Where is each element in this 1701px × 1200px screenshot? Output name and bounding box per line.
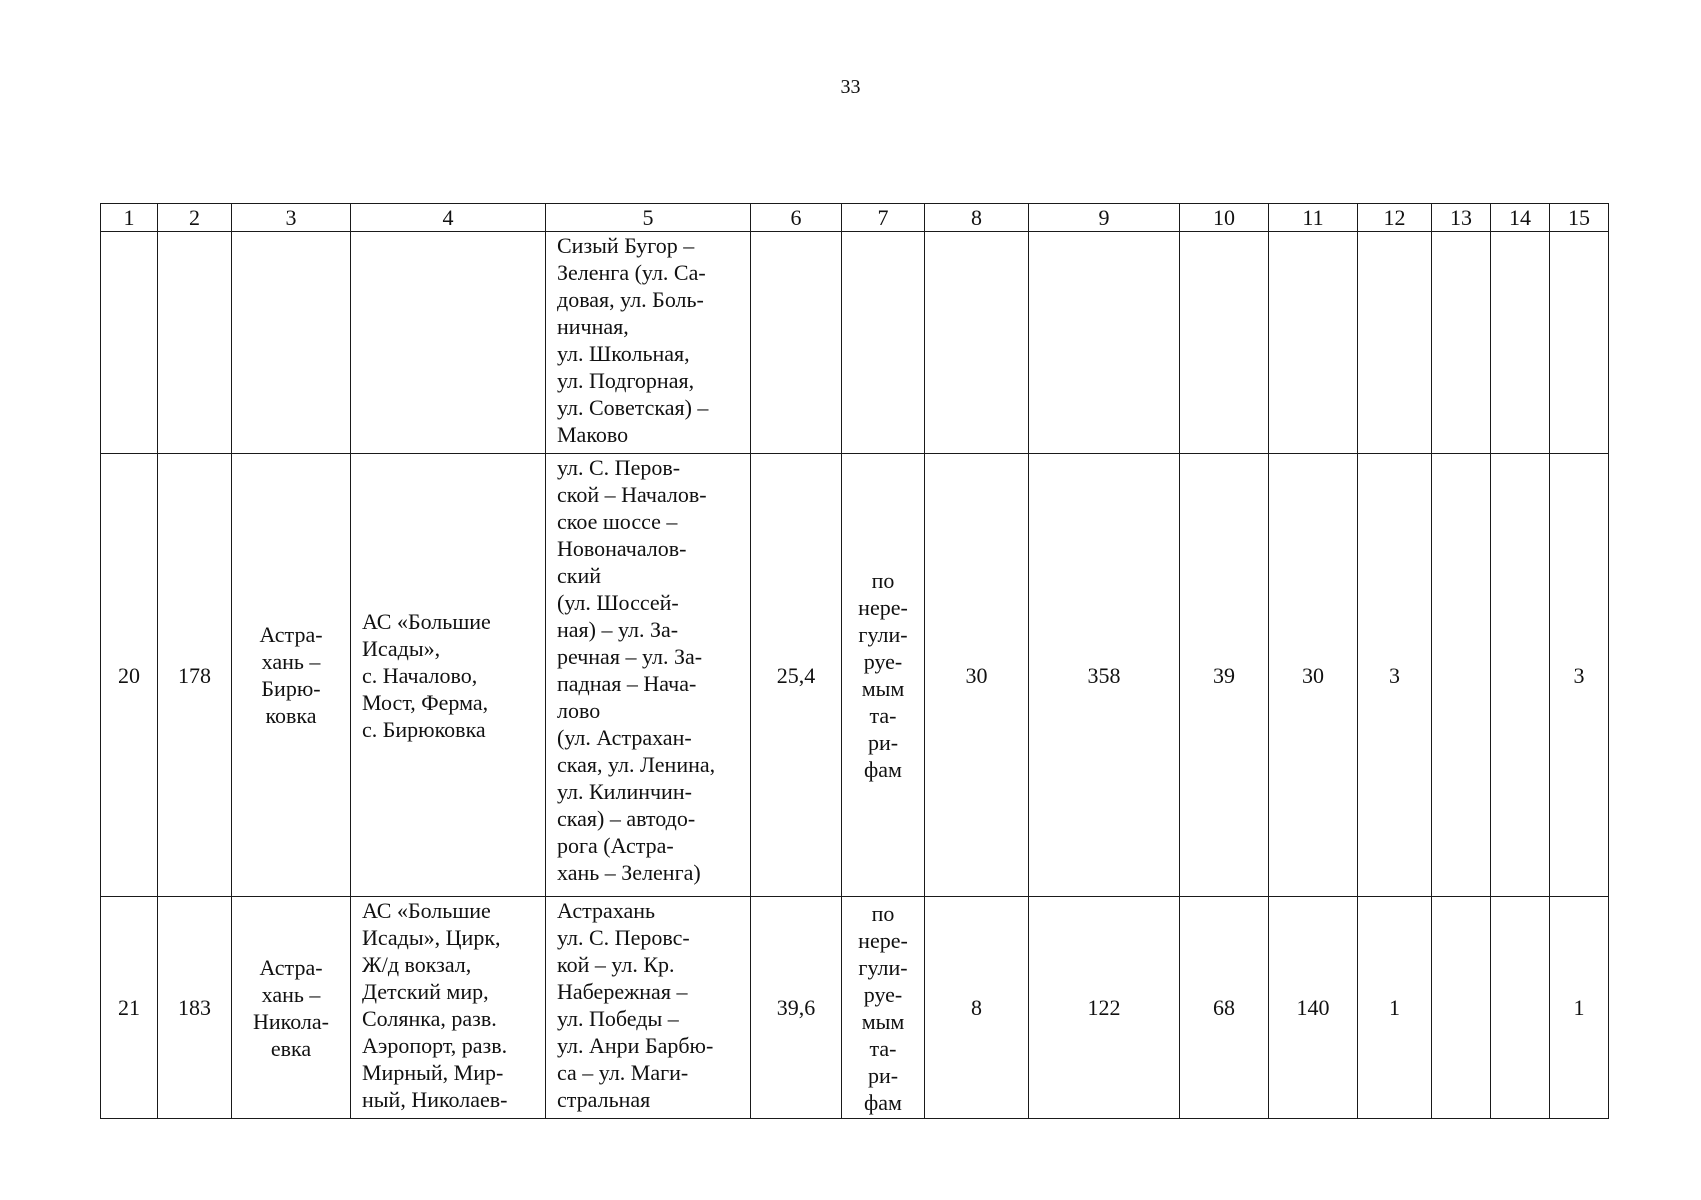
value-cell: 122 [1029,897,1180,1119]
tariff-cell: по нере- гули- руе- мым та- ри- фам [842,897,925,1119]
table-row [101,454,1609,897]
column-header: 10 [1180,204,1269,232]
stops-cell: АС «Большие Исады», с. Началово, Мост, Ферма, с. Бирюковка [351,454,546,897]
column-header: 11 [1269,204,1358,232]
stops-cell: АС «Большие Исады», Цирк, Ж/д вокзал, Детский мир, Солянка, разв. Аэропорт, разв. Мирный, Мир- ный, Николаев- [351,897,546,1119]
table-row [101,897,1609,1119]
value-cell: 140 [1269,897,1358,1119]
value-cell [1432,897,1491,1119]
stops-cell [351,232,546,454]
column-header: 15 [1550,204,1609,232]
value-cell: 39 [1180,454,1269,897]
column-header: 1 [101,204,158,232]
column-header: 7 [842,204,925,232]
value-cell [1269,232,1358,454]
value-cell: 8 [925,897,1029,1119]
value-cell: 68 [1180,897,1269,1119]
value-cell [925,232,1029,454]
route-number-cell: 178 [158,454,232,897]
route-name-cell: Астра- хань – Никола- евка [232,897,351,1119]
value-cell [1029,232,1180,454]
value-cell [1432,454,1491,897]
value-cell [1358,232,1432,454]
value-cell: 30 [1269,454,1358,897]
route-number-cell [158,232,232,454]
value-cell [1491,454,1550,897]
value-cell: 30 [925,454,1029,897]
row-number-cell [101,232,158,454]
value-cell [1550,232,1609,454]
column-header: 12 [1358,204,1432,232]
streets-cell: ул. С. Перов- ской – Началов- ское шоссе – Новоначалов- ский (ул. Шоссей- ная) – ул. За- речная – ул. За- падная – Нача- лово (ул. Астрахан- ская, ул. Ленина, ул. Килинчин- ская) – автодо- рога (Астра- хань – Зеленга) [546,454,751,897]
value-cell [1491,232,1550,454]
route-name-cell: Астра- хань – Бирю- ковка [232,454,351,897]
column-header: 2 [158,204,232,232]
route-number-cell: 183 [158,897,232,1119]
streets-cell: Астрахань ул. С. Перовс- кой – ул. Кр. Набережная – ул. Победы – ул. Анри Барбю- са – ул. Маги- стральная [546,897,751,1119]
column-header: 8 [925,204,1029,232]
column-header: 6 [751,204,842,232]
column-header: 13 [1432,204,1491,232]
streets-cell: Сизый Бугор – Зеленга (ул. Са- довая, ул. Боль- ничная, ул. Школьная, ул. Подгорная, ул. Советская) – Маково [546,232,751,454]
value-cell [1180,232,1269,454]
column-header: 3 [232,204,351,232]
tariff-cell: по нере- гули- руе- мым та- ри- фам [842,454,925,897]
table-row [101,232,1609,454]
column-number-row [101,204,1609,232]
value-cell: 1 [1550,897,1609,1119]
value-cell [1432,232,1491,454]
route-name-cell [232,232,351,454]
length-cell: 25,4 [751,454,842,897]
column-header: 14 [1491,204,1550,232]
value-cell [1491,897,1550,1119]
column-header: 9 [1029,204,1180,232]
column-header: 5 [546,204,751,232]
row-number-cell: 21 [101,897,158,1119]
route-table [100,203,1609,1119]
length-cell: 39,6 [751,897,842,1119]
value-cell: 358 [1029,454,1180,897]
tariff-cell [842,232,925,454]
page-number: 33 [840,76,861,98]
length-cell [751,232,842,454]
column-header: 4 [351,204,546,232]
value-cell: 3 [1358,454,1432,897]
value-cell: 3 [1550,454,1609,897]
row-number-cell: 20 [101,454,158,897]
value-cell: 1 [1358,897,1432,1119]
